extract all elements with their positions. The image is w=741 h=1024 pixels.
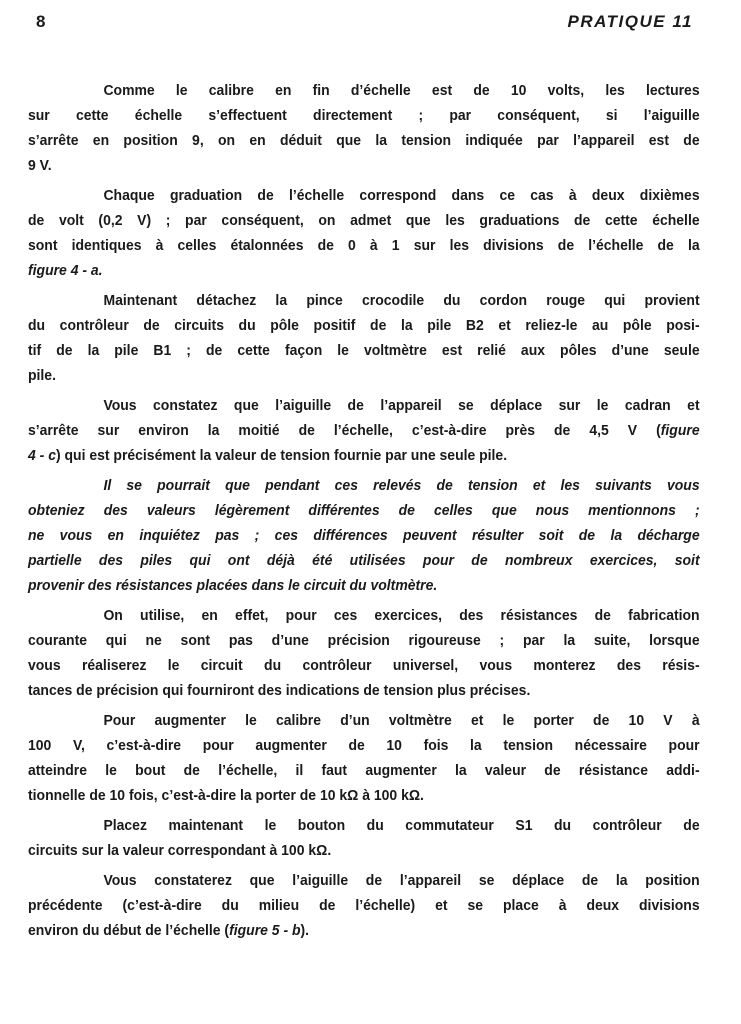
text-line: ne vous en inquiétez pas ; ces différences peuvent résulter soit de la décharge — [28, 527, 700, 544]
text-line: provenir des résistances placées dans le circuit du voltmètre. — [28, 577, 438, 594]
paragraph — [28, 288, 700, 388]
paragraph — [28, 78, 700, 178]
paragraph-italic-note — [28, 473, 700, 598]
text-line: Pour augmenter le calibre d’un voltmètre et le porter de 10 V à — [103, 712, 700, 729]
figure-reference: figure 4 - a. — [28, 262, 103, 279]
body-text — [28, 78, 700, 948]
figure-reference: 4 - c — [28, 447, 56, 464]
text-line: du contrôleur de circuits du pôle positif de la pile B2 et reliez-le au pôle posi- — [28, 317, 700, 334]
text-line: Chaque graduation de l’échelle correspond dans ce cas à deux dixièmes — [103, 187, 700, 204]
text-line: tif de la pile B1 ; de cette façon le voltmètre est relié aux pôles d’une seule — [28, 342, 700, 359]
text-line: pile. — [28, 367, 56, 384]
text-line: précédente (c’est-à-dire du milieu de l’échelle) et se place à deux divisions — [28, 897, 700, 914]
running-header-title: PRATIQUE 11 — [567, 12, 693, 31]
text-line: Placez maintenant le bouton du commutateur S1 du contrôleur de — [103, 817, 700, 834]
figure-reference: figure 5 - b — [229, 922, 301, 939]
page-number: 8 — [36, 12, 46, 31]
text-line: Il se pourrait que pendant ces relevés de tension et les suivants vous — [103, 477, 700, 494]
paragraph — [28, 813, 700, 863]
paragraph — [28, 603, 700, 703]
figure-reference: figure — [660, 422, 700, 439]
text-line: Vous constaterez que l’aiguille de l’appareil se déplace de la position — [103, 872, 700, 889]
paragraph — [28, 708, 700, 808]
text-line: 100 V, c’est-à-dire pour augmenter de 10 fois la tension nécessaire pour — [28, 737, 700, 754]
text-line: atteindre le bout de l’échelle, il faut augmenter la valeur de résistance addi- — [28, 762, 700, 779]
text-line — [28, 918, 700, 943]
text-line: Maintenant détachez la pince crocodile du cordon rouge qui provient — [103, 292, 700, 309]
paragraph — [28, 183, 700, 283]
text-line: sur cette échelle s’effectuent directement ; par conséquent, si l’aiguille — [28, 107, 700, 124]
text-line: vous réaliserez le circuit du contrôleur universel, vous monterez des résis- — [28, 657, 700, 674]
text-line: courante qui ne sont pas d’une précision rigoureuse ; par la suite, lorsque — [28, 632, 700, 649]
text-line — [28, 418, 700, 443]
text-line: circuits sur la valeur correspondant à 100 kΩ. — [28, 842, 332, 859]
text-line: tionnelle de 10 fois, c’est-à-dire la porter de 10 kΩ à 100 kΩ. — [28, 787, 424, 804]
text-run: s’arrête sur environ la moitié de l’échelle, c’est-à-dire près de 4,5 V ( — [28, 422, 661, 439]
text-line: partielle des piles qui ont déjà été utilisées pour de nombreux exercices, soit — [28, 552, 700, 569]
text-line: Vous constatez que l’aiguille de l’appareil se déplace sur le cadran et — [103, 397, 700, 414]
text-run: ) qui est précisément la valeur de tension fournie par une seule pile. — [55, 447, 508, 464]
paragraph — [28, 868, 700, 943]
text-run: ). — [300, 922, 310, 939]
text-line: 9 V. — [28, 157, 52, 174]
text-line: obteniez des valeurs légèrement différentes de celles que nous mentionnons ; — [28, 502, 700, 519]
text-line: Comme le calibre en fin d’échelle est de 10 volts, les lectures — [103, 82, 700, 99]
text-line: de volt (0,2 V) ; par conséquent, on admet que les graduations de cette échelle — [28, 212, 700, 229]
text-run: environ du début de l’échelle ( — [28, 922, 230, 939]
text-line: On utilise, en effet, pour ces exercices, des résistances de fabrication — [103, 607, 700, 624]
text-line: tances de précision qui fourniront des indications de tension plus précises. — [28, 682, 531, 699]
paragraph — [28, 393, 700, 468]
text-line — [28, 443, 700, 468]
text-line: s’arrête en position 9, on en déduit que la tension indiquée par l’appareil est de — [28, 132, 700, 149]
text-line: sont identiques à celles étalonnées de 0 à 1 sur les divisions de l’échelle de la — [28, 237, 700, 254]
